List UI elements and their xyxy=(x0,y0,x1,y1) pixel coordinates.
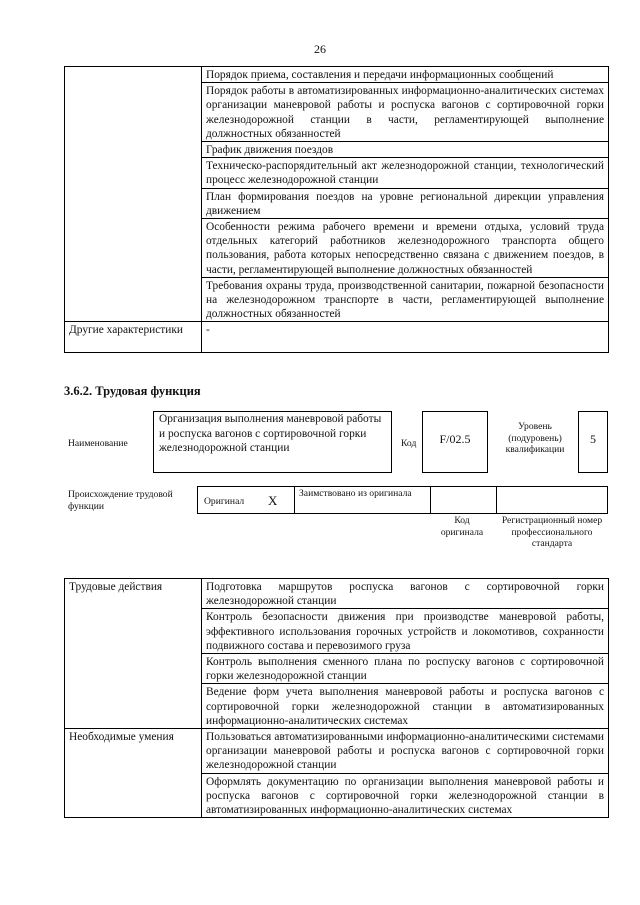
page-number: 26 xyxy=(314,42,326,56)
table-row xyxy=(65,579,609,609)
origin-divider-2 xyxy=(430,486,431,514)
table-cell-label: Другие характеристики xyxy=(65,322,202,353)
table-row xyxy=(65,67,609,83)
origin-divider-1 xyxy=(294,486,295,514)
table-cell-label xyxy=(65,67,202,322)
table-cell-text: Ведение форм учета выполнения маневровой работы и роспуска вагонов с сортировочной горки железнодорожной станции в автоматизированных информационно-аналитических системах xyxy=(202,684,609,729)
code-caption: Код оригинала xyxy=(440,515,484,538)
origin-label: Происхождение трудовой функции xyxy=(68,489,173,512)
reg-caption: Регистрационный номер профессионального стандарта xyxy=(501,515,603,549)
section-heading: 3.6.2. Трудовая функция xyxy=(64,384,201,398)
table-cell-label: Трудовые действия xyxy=(65,579,202,729)
table-cell-text: Подготовка маршрутов роспуска вагонов с сортировочной горки железнодорожной станции xyxy=(202,579,609,609)
borrowed-label: Заимствовано из оригинала xyxy=(299,488,412,499)
labor-table xyxy=(64,578,609,818)
table-row xyxy=(65,729,609,774)
knowledge-table xyxy=(64,66,609,353)
origin-divider-3 xyxy=(496,486,497,514)
table-cell-label: Необходимые умения xyxy=(65,729,202,818)
table-cell-text: Контроль безопасности движения при производстве маневровой работы, эффективного использования горочных устройств и локомотивов, сохранности подвижного состава и перевозимого груза xyxy=(202,609,609,654)
table-cell-text: Оформлять документацию по организации выполнения маневровой работы и роспуска вагонов с сортировочной горки железнодорожной станции в автоматизированных информационно-аналитических системах xyxy=(202,773,609,818)
name-value: Организация выполнения маневровой работы и роспуска вагонов с сортировочной горки железнодорожной станции xyxy=(159,413,382,454)
table-cell-text: Требования охраны труда, производственной санитарии, пожарной безопасности на железнодорожном транспорте в части, регламентирующей выполнение должностных обязанностей xyxy=(202,277,609,322)
table-cell-text: Порядок приема, составления и передачи информационных сообщений xyxy=(202,67,609,83)
table-cell-text: Контроль выполнения сменного плана по роспуску вагонов с сортировочной горки железнодорожной станции xyxy=(202,654,609,684)
original-mark: X xyxy=(268,493,278,508)
table-cell-text: Особенности режима рабочего времени и времени отдыха, условий труда отдельных категорий работников железнодорожного транспорта общего пользования, работа которых непосредственно связана с движением поездов, в части, регламентирующей выполнение должностных обязанностей xyxy=(202,219,609,278)
code-label: Код xyxy=(401,438,417,449)
original-label: Оригинал xyxy=(204,496,245,507)
code-value: F/02.5 xyxy=(439,432,471,446)
table-cell-text: График движения поездов xyxy=(202,142,609,158)
table-cell-text: Техническо-распорядительный акт железнодорожной станции, технологический процесс железнодорожной станции xyxy=(202,158,609,188)
name-label: Наименование xyxy=(68,438,128,449)
table-cell-text: Пользоваться автоматизированными информационно-аналитическими системами организации маневровой работы и роспуска вагонов с сортировочной горки железнодорожной станции xyxy=(202,729,609,774)
level-label: Уровень (подуровень) квалификации xyxy=(505,421,565,455)
table-cell-text: - xyxy=(202,322,609,353)
table-cell-text: План формирования поездов на уровне региональной дирекции управления движением xyxy=(202,188,609,218)
table-cell-text: Порядок работы в автоматизированных информационно-аналитических системах организации маневровой работы и роспуска вагонов с сортировочной горки железнодорожной станции в части, регламентирующей выполнение должностных обязанностей xyxy=(202,83,609,142)
level-value: 5 xyxy=(590,432,596,446)
table-row xyxy=(65,322,609,353)
